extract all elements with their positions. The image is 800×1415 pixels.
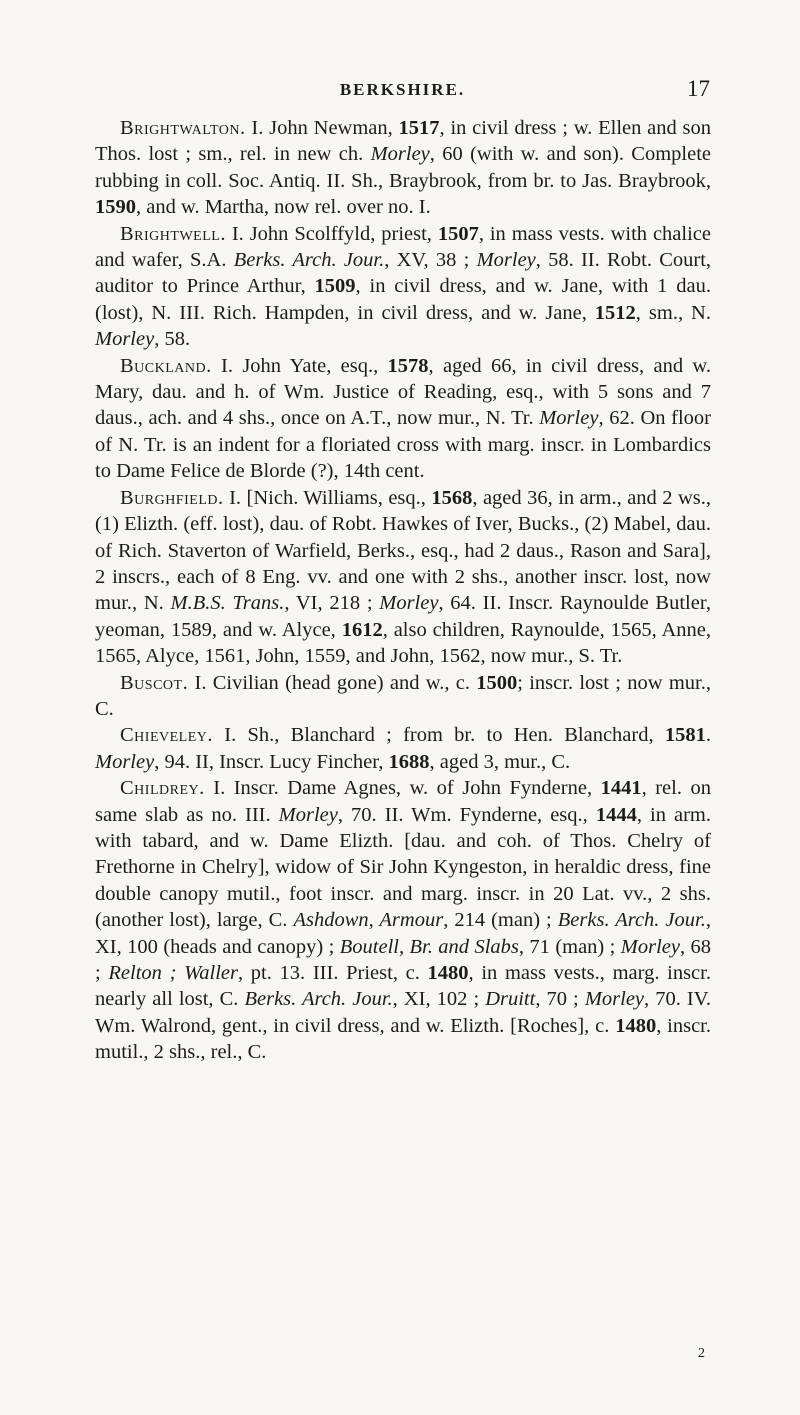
reference-title: Berks. Arch. Jour. <box>557 909 706 932</box>
date-text: 1581 <box>664 724 706 747</box>
parish-name: Brightwell. <box>120 222 226 245</box>
entry-text: , in civil dress, and w. Jane, with 1 dau. (lost), N. III. Rich. Hampden, in civil dress, and w. Jane, <box>95 275 711 324</box>
date-text: 1480 <box>615 1014 657 1037</box>
parish-name: Childrey. <box>120 777 205 800</box>
reference-title: Morley <box>539 407 599 430</box>
reference-title: Ashdown, Armour <box>293 909 444 932</box>
date-text: 1500 <box>476 671 518 694</box>
entry-text: , XI, 102 ; <box>392 988 486 1011</box>
entry-text: , in civil dress ; w. Ellen and son Thos. lost ; sm., rel. in new ch. <box>95 117 711 166</box>
running-head <box>95 76 710 106</box>
page-number: 17 <box>687 76 710 101</box>
entry-text: . <box>705 724 711 747</box>
reference-title: Morley <box>620 935 680 958</box>
entry-text: I. John Scolffyld, priest, <box>225 222 438 245</box>
reference-title: Berks. Arch. Jour. <box>233 249 385 272</box>
entry-text: , 62. On floor of N. Tr. is an indent for a floriated cross with marg. inscr. in Lombardics to Dame Felice de Blorde (?), 14th cent. <box>95 407 712 483</box>
entry-text: , pt. 13. III. Priest, c. <box>237 962 428 984</box>
entry-text: , 68 ; <box>95 935 712 984</box>
entry-text: , 94. II, Inscr. Lucy Fincher, <box>154 750 389 773</box>
entry-text: , XV, 38 ; <box>384 249 477 272</box>
entry-text: I. John Newman, <box>245 117 399 139</box>
entry-text: , aged 36, in arm., and 2 ws., (1) Elizth. (eff. lost), dau. of Robt. Hawkes of Iver, Bucks., (2) Mabel, dau. of Rich. Staverton of Warfield, Berks., esq., had 2 daus., Rason and Sara], 2 inscrs., each of 8 Eng. vv. and one with 2 shs., another inscr. lost, now mur., N. <box>95 486 711 615</box>
parish-entry <box>95 722 711 775</box>
date-text: 1441 <box>600 777 642 800</box>
parish-name: Brightwalton. <box>120 117 246 139</box>
entry-text: I. Inscr. Dame Agnes, w. of John Fynderne, <box>204 777 601 800</box>
date-text: 1612 <box>341 618 383 641</box>
entry-text: , in mass vests., marg. inscr. nearly all lost, C. <box>95 962 711 1011</box>
date-text: 1568 <box>431 486 473 509</box>
entry-text: , 214 (man) ; <box>443 909 558 932</box>
reference-title: Druitt <box>485 988 536 1011</box>
parish-entry <box>95 115 711 221</box>
date-text: 1507 <box>437 222 479 245</box>
entry-text: , 58. <box>154 328 191 351</box>
entry-text: , in mass vests. with chalice and wafer, S.A. <box>95 222 711 272</box>
date-text: 1444 <box>595 803 637 826</box>
entry-text: , rel. on same slab as no. III. <box>95 777 711 826</box>
reference-title: Morley <box>370 143 430 166</box>
entry-text: , 71 (man) ; <box>518 935 621 958</box>
parish-entry <box>95 353 711 485</box>
parish-name: Buckland. <box>120 354 212 377</box>
reference-title: M.B.S. Trans. <box>170 592 285 615</box>
parish-name: Burghfield. <box>120 486 224 509</box>
date-text: 1688 <box>388 750 430 773</box>
entry-text: ; inscr. lost ; now mur., C. <box>95 671 711 720</box>
entry-text: I. John Yate, esq., <box>211 354 388 377</box>
entry-text: , aged 3, mur., C. <box>429 750 571 773</box>
entry-text: I. Sh., Blanchard ; from br. to Hen. Blanchard, <box>213 724 665 747</box>
entry-text: I. Civilian (head gone) and w., c. <box>188 671 477 694</box>
reference-title: Morley <box>476 249 536 272</box>
date-text: 1480 <box>427 962 469 984</box>
reference-title: Morley <box>95 750 155 773</box>
reference-title: Berks. Arch. Jour. <box>244 988 393 1011</box>
brass-entries <box>95 115 711 1066</box>
date-text: 1578 <box>387 354 429 377</box>
entry-text: I. [Nich. Williams, esq., <box>223 486 432 509</box>
parish-entry <box>95 485 711 670</box>
entry-text: , in arm. with tabard, and w. Dame Elizth. [dau. and coh. of Thos. Chelry of Frethorne in Chelry], widow of Sir John Kyngeston, in heraldic dress, fine double canopy mutil., foot inscr. and marg. inscr. in 20 Lat. vv., 2 shs. (another lost), large, C. <box>95 803 711 932</box>
reference-title: Morley <box>278 803 338 826</box>
running-title: BERKSHIRE. <box>339 80 466 99</box>
date-text: 1509 <box>314 275 356 298</box>
entry-text: , 70. IV. Wm. Walrond, gent., in civil dress, and w. Elizth. [Roches], c. <box>95 988 711 1037</box>
entry-text: , sm., N. <box>635 301 711 324</box>
entry-text: , inscr. mutil., 2 shs., rel., C. <box>95 1014 712 1064</box>
signature-mark: 2 <box>698 1346 705 1361</box>
parish-entry <box>95 221 711 353</box>
entry-text: , 70 ; <box>535 988 585 1011</box>
entry-text: , 58. II. Robt. Court, auditor to Prince Arthur, <box>95 249 712 298</box>
entry-text: , 64. II. Inscr. Raynoulde Butler, yeoman, 1589, and w. Alyce, <box>95 592 711 641</box>
parish-entry <box>95 670 711 723</box>
reference-title: Morley <box>95 328 155 351</box>
entry-text: , also children, Raynoulde, 1565, Anne, 1565, Alyce, 1561, John, 1559, and John, 1562, now mur., S. Tr. <box>95 618 711 668</box>
parish-entry <box>95 775 711 1065</box>
reference-title: Morley <box>584 988 645 1011</box>
entry-text: , XI, 100 (heads and canopy) ; <box>95 909 711 958</box>
reference-title: Relton ; Waller <box>108 962 238 984</box>
date-text: 1517 <box>398 117 440 139</box>
parish-name: Chieveley. <box>120 724 213 747</box>
entry-text: , aged 66, in civil dress, and w. Mary, dau. and h. of Wm. Justice of Reading, esq., with 5 sons and 7 daus., ach. and 4 shs., once on A.T., now mur., N. Tr. <box>95 354 711 430</box>
entry-text: , and w. Martha, now rel. over no. I. <box>136 196 431 219</box>
date-text: 1590 <box>95 196 136 219</box>
entry-text: , 70. II. Wm. Fynderne, esq., <box>337 803 596 826</box>
parish-name: Buscot. <box>120 671 189 694</box>
date-text: 1512 <box>594 301 636 324</box>
reference-title: Morley <box>379 592 439 615</box>
reference-title: Boutell, Br. and Slabs <box>339 935 519 958</box>
entry-text: , 60 (with w. and son). Complete rubbing in coll. Soc. Antiq. II. Sh., Braybrook, from br. to Jas. Braybrook, <box>95 143 711 192</box>
entry-text: , VI, 218 ; <box>284 592 380 615</box>
